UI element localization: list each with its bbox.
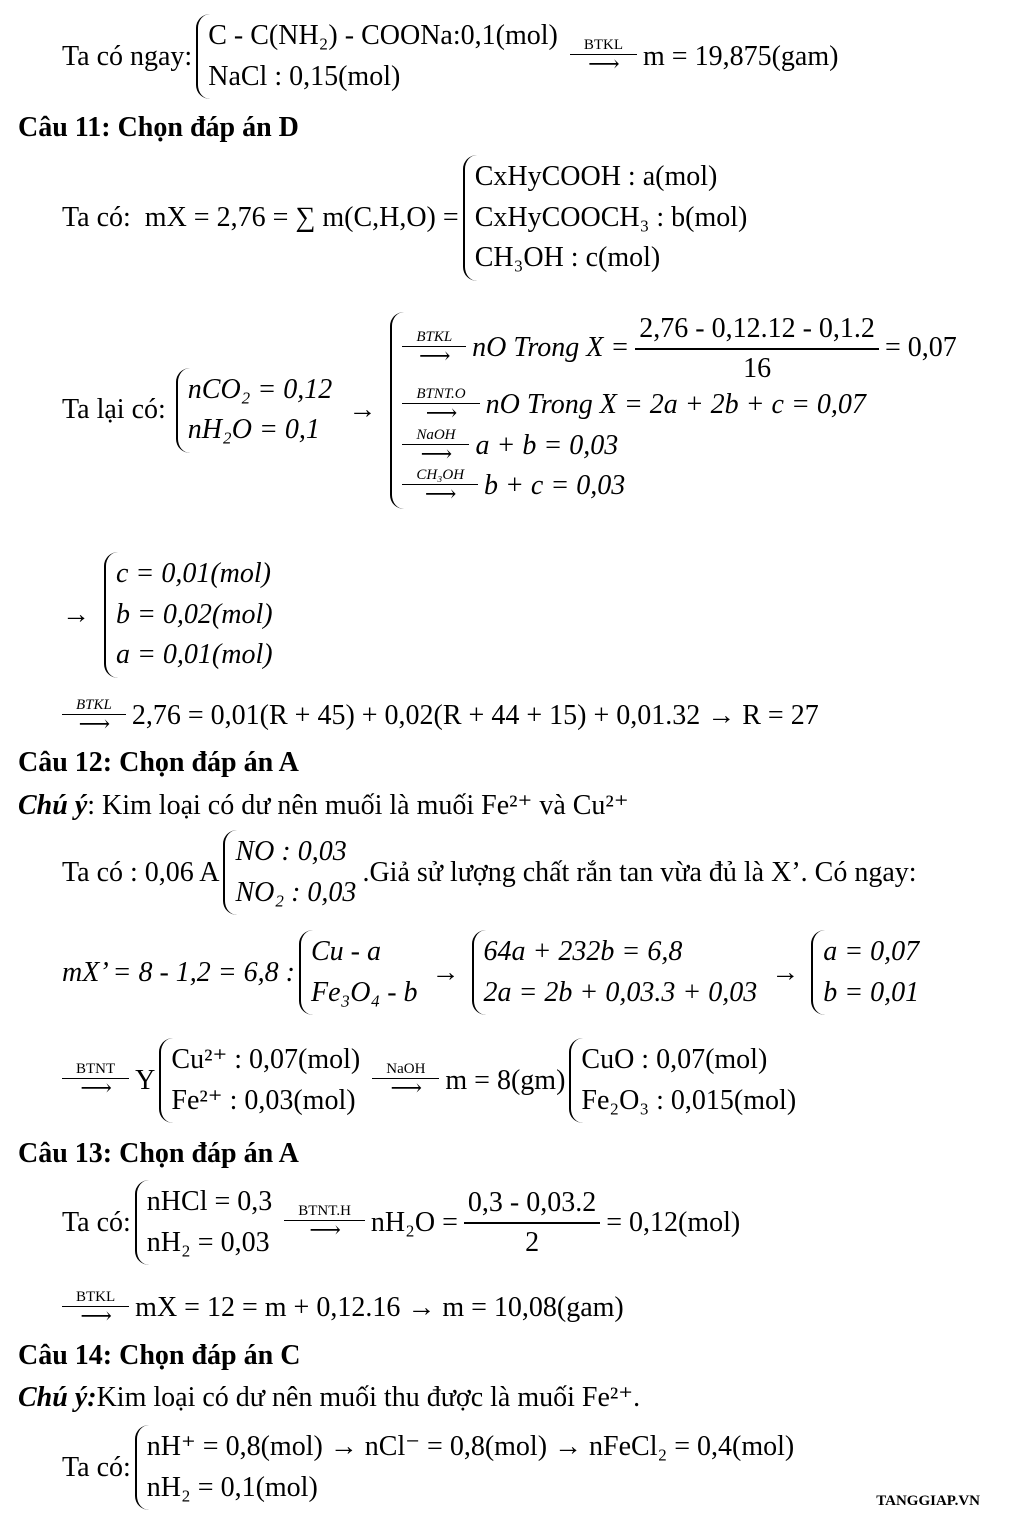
arrow-icon: →: [348, 394, 377, 426]
q12-line2-system-1: [299, 930, 418, 1015]
q12-l2a-item: Cu - a: [310, 936, 381, 967]
q13-line1: Ta có: nHCl = 0,3 nH₂ = 0,03 BTNT.H ⟶ nH₂O = $\frac{0,3 - 0,03.2}{2}$ = 0,12(mol): [62, 1180, 740, 1265]
q11-eq1-den: 16: [743, 352, 772, 384]
q10-sys-2: NaCl : 0,15(mol): [208, 60, 401, 92]
q11-line2: [62, 312, 963, 509]
q12-l2b-item: 64a + 232b = 6,8: [483, 936, 683, 967]
q10-arrow-label: BTKL: [570, 38, 637, 55]
q13-arrow-label: BTNT.H: [284, 1204, 365, 1221]
q12-l3a-item: Cu²⁺ : 0,07(mol): [171, 1044, 361, 1075]
q14-note-text: Kim loại có dư nên muối thu được là muối Fe²⁺.: [96, 1382, 641, 1413]
arrow-icon: →: [771, 956, 800, 988]
q11-eq3: NaOH ⟶ a + b = 0,03: [402, 426, 956, 467]
q12-l2c-item: a = 0,07: [823, 936, 920, 967]
q12-l3b-item: Fe₂O₃ : 0,015(mol): [581, 1084, 797, 1116]
q11-final-text: 2,76 = 0,01(R + 45) + 0,02(R + 44 + 15) + 0,01.32 → R = 27: [131, 700, 819, 732]
q13-heading: Câu 13: Chọn đáp án A: [18, 1138, 299, 1169]
q11-eq1-fraction: [635, 312, 879, 385]
q12-note-label: Chú ý: [18, 790, 88, 821]
q12-line2-prefix: mX’ = 8 - 1,2 = 6,8 :: [62, 956, 295, 988]
q13-final-label: BTKL: [62, 1290, 129, 1307]
q10-line: [62, 14, 838, 99]
q12-line1-suffix: .Giả sử lượng chất rắn tan vừa đủ là X’. Có ngay:: [362, 856, 917, 888]
q14-sys-item: nH⁺ = 0,8(mol) → nCl⁻ = 0,8(mol) → nFeCl₂ = 0,4(mol): [146, 1431, 795, 1462]
q11-solution: [62, 552, 279, 678]
q11-line2-system: [176, 368, 333, 453]
watermark: TANGGIAP.VN: [876, 1493, 980, 1509]
q11-eq1: BTKL ⟶ nO Trong X = $\frac{2,76 - 0,12.12 - 0,1.2}{16}$ = 0,07: [402, 312, 956, 385]
q10-prefix: Ta có ngay:: [62, 40, 193, 72]
q12-line2-system-3: [811, 930, 919, 1015]
q11-line1: [62, 155, 753, 281]
q12-note: [18, 790, 629, 822]
q11-eq3-text: a + b = 0,03: [475, 429, 619, 461]
q12-line3-mid: m = 8(gm): [445, 1064, 566, 1096]
q11-sys2-item: nCO₂ = 0,12: [187, 373, 333, 405]
q11-sys-item: CxHyCOOCH₃ : b(mol): [474, 201, 748, 233]
q12-line3-system-1: [159, 1038, 360, 1123]
q12-heading: Câu 12: Chọn đáp án A: [18, 747, 299, 778]
q12-l2c-item: b = 0,01: [823, 976, 920, 1008]
q10-system: [196, 14, 558, 99]
q12-line2-system-2: [472, 930, 758, 1015]
q11-final-label: BTKL: [62, 698, 126, 715]
q13-sys-item: nHCl = 0,3: [146, 1186, 273, 1217]
q13-fraction: [464, 1186, 600, 1259]
q10-arrow: BTKL ⟶: [570, 38, 637, 75]
q11-eq3-label: NaOH: [402, 428, 469, 445]
q13-line2: BTKL ⟶ mX = 12 = m + 0,12.16 → m = 10,08(gam): [62, 1290, 624, 1327]
q12-l1-item: NO₂ : 0,03: [235, 876, 357, 908]
q13-system: [135, 1180, 272, 1265]
q13-lhs: nH₂O =: [370, 1206, 458, 1238]
q13-rhs: = 0,12(mol): [606, 1206, 741, 1238]
q13-prefix: Ta có:: [62, 1206, 131, 1238]
q13-final: mX = 12 = m + 0,12.16 → m = 10,08(gam): [135, 1292, 624, 1324]
q12-l3a-item: Fe²⁺ : 0,03(mol): [171, 1084, 356, 1116]
q11-sys-item: CH₃OH : c(mol): [474, 242, 661, 274]
q14-note: [18, 1382, 640, 1414]
q13-num: 0,3 - 0,03.2: [464, 1186, 600, 1224]
arrow-icon: →: [431, 956, 460, 988]
q11-eq1-lhs: nO Trong X =: [472, 332, 630, 364]
q11-line1-prefix: Ta có:: [62, 201, 131, 233]
q11-sol-item: a = 0,01(mol): [116, 639, 273, 671]
q14-prefix: Ta có:: [62, 1451, 131, 1483]
q12-line2: [62, 930, 925, 1015]
q11-sol-item: b = 0,02(mol): [116, 598, 273, 630]
q11-eq1-num: 2,76 - 0,12.12 - 0,1.2: [635, 312, 879, 350]
q12-l2a-item: Fe₃O₄ - b: [310, 976, 418, 1008]
q12-line3-y: Y: [135, 1064, 156, 1096]
q12-line3-system-2: [569, 1038, 796, 1123]
q11-eq4-text: b + c = 0,03: [484, 470, 626, 502]
q11-solution-system: [104, 552, 273, 678]
q11-eq2-text: nO Trong X = 2a + 2b + c = 0,07: [485, 389, 866, 421]
q11-sys-item: CxHyCOOH : a(mol): [474, 161, 718, 192]
q11-eq4: CH₃OH ⟶ b + c = 0,03: [402, 466, 956, 507]
q12-line1-system: [223, 830, 356, 915]
q10-sys-1: C - C(NH₂) - COONa:0,1(mol): [208, 20, 558, 51]
q11-eq1-label: BTKL: [402, 330, 466, 347]
q14-line: [62, 1425, 800, 1510]
q11-sys2-item: nH₂O = 0,1: [187, 414, 320, 446]
q12-note-text: : Kim loại có dư nên muối là muối Fe²⁺ và Cu²⁺: [87, 790, 629, 821]
q12-line3-label: BTNT: [62, 1062, 129, 1079]
q14-note-label: Chú ý:: [18, 1382, 97, 1413]
q12-l3b-item: CuO : 0,07(mol): [581, 1044, 768, 1075]
q13-den: 2: [525, 1226, 540, 1258]
q12-line3-label2: NaOH: [372, 1062, 439, 1079]
q11-eq4-label: CH₃OH: [402, 468, 478, 485]
q12-line1-prefix: Ta có : 0,06 A: [62, 856, 220, 888]
q11-line1-system: [463, 155, 748, 281]
q11-final: BTKL ⟶ 2,76 = 0,01(R + 45) + 0,02(R + 44 + 15) + 0,01.32 → R = 27: [62, 698, 819, 735]
q11-eq2-label: BTNT.O: [402, 387, 479, 404]
q14-sys-item: nH₂ = 0,1(mol): [146, 1471, 318, 1503]
q14-system: [135, 1425, 794, 1510]
q12-line3: BTNT ⟶ Y Cu²⁺ : 0,07(mol) Fe²⁺ : 0,03(mol) NaOH ⟶ m = 8(gm) CuO : 0,07(mol) Fe₂O₃ : 0,015(mol): [62, 1038, 802, 1123]
q11-eq-system: [390, 312, 956, 509]
q13-sys-item: nH₂ = 0,03: [146, 1226, 270, 1258]
q11-eq1-rhs: = 0,07: [884, 332, 957, 364]
q11-sol-item: c = 0,01(mol): [116, 558, 271, 589]
q11-eq2: BTNT.O ⟶ nO Trong X = 2a + 2b + c = 0,07: [402, 385, 956, 426]
q11-heading: Câu 11: Chọn đáp án D: [18, 112, 299, 143]
q14-heading: Câu 14: Chọn đáp án C: [18, 1340, 301, 1371]
q11-line2-prefix: Ta lại có:: [62, 394, 166, 426]
q12-line1: [62, 830, 917, 915]
arrow-icon: →: [62, 598, 90, 630]
q12-l2b-item: 2a = 2b + 0,03.3 + 0,03: [483, 976, 758, 1008]
q10-result: m = 19,875(gam): [643, 40, 839, 72]
q12-l1-item: NO : 0,03: [235, 836, 347, 867]
q11-line1-expr: mX = 2,76 = ∑ m(C,H,O) =: [144, 201, 459, 233]
